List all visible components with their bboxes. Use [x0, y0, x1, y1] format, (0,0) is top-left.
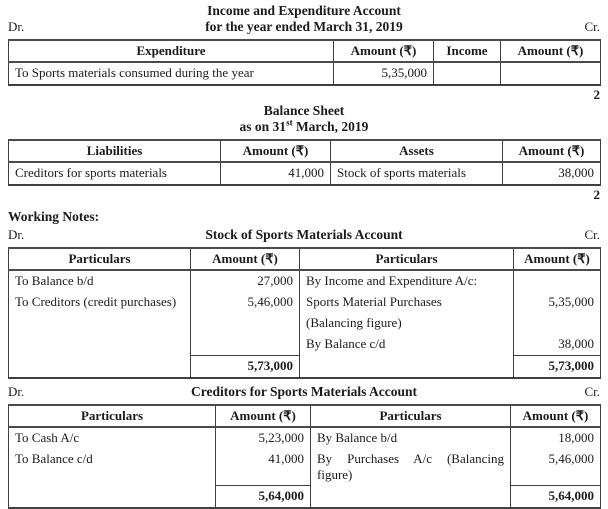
- creditors-cell-particulars-cr: By Purchases A/c (Balancing figure): [311, 449, 511, 485]
- stock-total-blank: [300, 356, 514, 379]
- creditors-table-header-row: [9, 405, 601, 427]
- creditors-dr-label: Dr.: [8, 384, 25, 399]
- bs-header-liabilities: Liabilities: [9, 140, 221, 162]
- bs-cell-asset: Stock of sports materials: [331, 162, 503, 185]
- bs-cell-liability-amount: 41,000: [221, 162, 331, 185]
- stock-cell-amount-cr: [514, 270, 601, 292]
- stock-table-row: [9, 292, 601, 313]
- creditors-account-title: Creditors for Sports Materials Account: [191, 384, 417, 399]
- stock-total-blank: [9, 356, 191, 379]
- ie-cell-amount-cr: [501, 62, 601, 85]
- ie-header-expenditure: Expenditure: [9, 40, 334, 62]
- bs-table-header-row: [9, 140, 601, 162]
- stock-cell-particulars-cr: By Income and Expenditure A/c:: [300, 270, 514, 292]
- stock-total-amount-cr: 5,73,000: [514, 356, 601, 379]
- creditors-total-amount-dr: 5,64,000: [216, 485, 311, 508]
- ie-header-amount-dr: Amount (₹): [334, 40, 434, 62]
- stock-account-table: [8, 247, 601, 379]
- stock-header-particulars-cr: Particulars: [300, 248, 514, 270]
- income-expenditure-table: [8, 39, 601, 86]
- stock-header-amount-cr: Amount (₹): [514, 248, 601, 270]
- stock-total-amount-dr: 5,73,000: [191, 356, 300, 379]
- stock-total-row: [9, 356, 601, 379]
- stock-cell-amount-cr: [514, 313, 601, 334]
- creditors-header-particulars-cr: Particulars: [311, 405, 511, 427]
- creditors-total-blank: [311, 485, 511, 508]
- stock-cell-particulars-dr: To Balance b/d: [9, 270, 191, 292]
- stock-cell-particulars-dr: [9, 313, 191, 334]
- bs-header-amount-right: Amount (₹): [503, 140, 601, 162]
- bs-marks: 2: [593, 187, 600, 202]
- ie-marks: 2: [593, 87, 600, 102]
- stock-cell-amount-dr: 27,000: [191, 270, 300, 292]
- balance-sheet-table: [8, 139, 601, 186]
- stock-cell-amount-cr: 5,35,000: [514, 292, 601, 313]
- balance-sheet-subtitle-pre: as on 31: [239, 119, 287, 134]
- creditors-cell-particulars-dr: To Cash A/c: [9, 427, 216, 449]
- balance-sheet-subtitle-post: March, 2019: [292, 119, 369, 134]
- creditors-header-amount-cr: Amount (₹): [511, 405, 601, 427]
- ie-cell-expenditure: To Sports materials consumed during the year: [9, 62, 334, 85]
- creditors-table-row: [9, 449, 601, 485]
- stock-header-amount-dr: Amount (₹): [191, 248, 300, 270]
- ie-table-header-row: [9, 40, 601, 62]
- creditors-cell-amount-cr: 5,46,000: [511, 449, 601, 485]
- creditors-cr-label: Cr.: [584, 384, 600, 399]
- stock-account-caption-line: [8, 227, 600, 243]
- ie-cell-amount-dr: 5,35,000: [334, 62, 434, 85]
- ordinal-superscript: st: [286, 117, 293, 128]
- creditors-cell-amount-dr: 5,23,000: [216, 427, 311, 449]
- stock-account-title: Stock of Sports Materials Account: [205, 227, 403, 242]
- ie-cell-income: [434, 62, 501, 85]
- stock-cell-amount-dr: 5,46,000: [191, 292, 300, 313]
- ie-account-subtitle: for the year ended March 31, 2019: [205, 19, 403, 34]
- stock-cell-particulars-cr: Sports Material Purchases: [300, 292, 514, 313]
- stock-cell-amount-dr: [191, 334, 300, 356]
- bs-header-assets: Assets: [331, 140, 503, 162]
- ie-header-amount-cr: Amount (₹): [501, 40, 601, 62]
- creditors-cell-amount-dr: 41,000: [216, 449, 311, 485]
- creditors-account-caption-line: [8, 384, 600, 400]
- bs-cell-asset-amount: 38,000: [503, 162, 601, 185]
- stock-table-row: [9, 313, 601, 334]
- stock-cell-particulars-cr: (Balancing figure): [300, 313, 514, 334]
- ie-account-caption-line: [8, 19, 600, 35]
- stock-cell-particulars-dr: To Creditors (credit purchases): [9, 292, 191, 313]
- creditors-cell-particulars-cr: By Balance b/d: [311, 427, 511, 449]
- ie-account-title: Income and Expenditure Account: [207, 3, 401, 18]
- balance-sheet-title: Balance Sheet: [263, 103, 345, 118]
- creditors-cell-particulars-dr: To Balance c/d: [9, 449, 216, 485]
- stock-dr-label: Dr.: [8, 227, 25, 242]
- stock-cell-particulars-dr: [9, 334, 191, 356]
- stock-table-header-row: [9, 248, 601, 270]
- creditors-account-table: [8, 404, 601, 509]
- ie-cr-label: Cr.: [584, 19, 600, 34]
- creditors-total-row: [9, 485, 601, 508]
- ie-dr-label: Dr.: [8, 19, 25, 34]
- bs-table-row: [9, 162, 601, 185]
- creditors-table-row: [9, 427, 601, 449]
- ie-header-income: Income: [434, 40, 501, 62]
- stock-cr-label: Cr.: [584, 227, 600, 242]
- creditors-header-particulars-dr: Particulars: [9, 405, 216, 427]
- bs-cell-liability: Creditors for sports materials: [9, 162, 221, 185]
- balance-sheet-subtitle: [8, 119, 600, 135]
- stock-cell-amount-cr: 38,000: [514, 334, 601, 356]
- creditors-total-amount-cr: 5,64,000: [511, 485, 601, 508]
- working-notes-label: Working Notes:: [8, 209, 100, 224]
- stock-table-row: [9, 270, 601, 292]
- ie-table-row: [9, 62, 601, 85]
- stock-cell-amount-dr: [191, 313, 300, 334]
- creditors-cell-amount-cr: 18,000: [511, 427, 601, 449]
- bs-header-amount-left: Amount (₹): [221, 140, 331, 162]
- stock-cell-particulars-cr: By Balance c/d: [300, 334, 514, 356]
- creditors-header-amount-dr: Amount (₹): [216, 405, 311, 427]
- stock-header-particulars-dr: Particulars: [9, 248, 191, 270]
- stock-table-row: [9, 334, 601, 356]
- creditors-total-blank: [9, 485, 216, 508]
